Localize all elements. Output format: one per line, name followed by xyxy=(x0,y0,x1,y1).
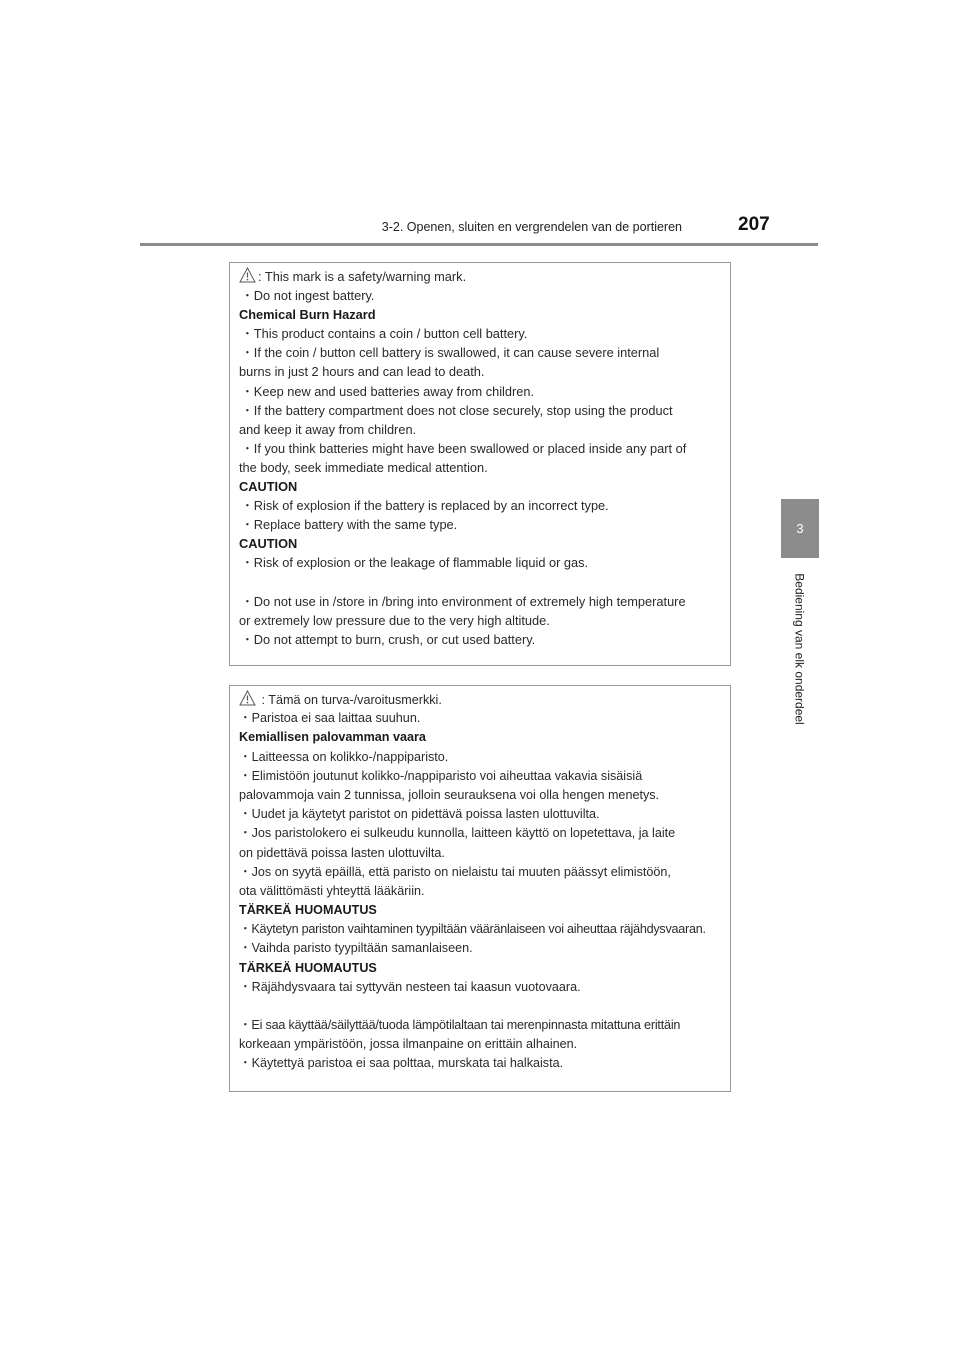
notice-heading: CAUTION xyxy=(239,479,298,495)
notice-line: ・Risk of explosion or the leakage of flammable liquid or gas. xyxy=(241,555,589,571)
notice-line: ・Do not ingest battery. xyxy=(241,288,375,304)
notice-spacer xyxy=(239,573,726,592)
notice-line: ・Elimistöön joutunut kolikko-/nappiparisto voi aiheuttaa vakavia sisäisiä xyxy=(239,768,643,783)
header-divider xyxy=(140,243,818,246)
notice-heading: TÄRKEÄ HUOMAUTUS xyxy=(239,903,377,918)
notice-line: ・This product contains a coin / button cell battery. xyxy=(241,326,528,342)
notice-line: ・Räjähdysvaara tai syttyvän nesteen tai kaasun vuotovaara. xyxy=(239,979,581,994)
notice-heading: CAUTION xyxy=(239,536,298,552)
notice-line: ・Jos on syytä epäillä, että paristo on nielaistu tai muuten päässyt elimistöön, xyxy=(239,864,671,879)
notice-line: ・Käytettyä paristoa ei saa polttaa, murskata tai halkaista. xyxy=(239,1056,564,1071)
page-number: 207 xyxy=(738,214,770,235)
english-battery-notice xyxy=(229,262,731,666)
notice-line: and keep it away from children. xyxy=(239,421,417,437)
notice-line: ・Laitteessa on kolikko-/nappiparisto. xyxy=(239,749,449,764)
notice-line: on pidettävä poissa lasten ulottuvilta. xyxy=(239,845,445,860)
warning-triangle-icon xyxy=(239,690,256,706)
notice-line: or extremely low pressure due to the very high altitude. xyxy=(239,612,550,628)
notice-line: ・Replace battery with the same type. xyxy=(241,517,458,533)
notice-line: : This mark is a safety/warning mark. xyxy=(239,267,726,286)
notice-line: ・If you think batteries might have been swallowed or placed inside any part of xyxy=(241,440,687,456)
notice-line: ・Risk of explosion if the battery is replaced by an incorrect type. xyxy=(241,498,609,514)
notice-line: ・If the battery compartment does not close securely, stop using the product xyxy=(241,402,673,418)
notice-line: ・Ei saa käyttää/säilyttää/tuoda lämpötilaltaan tai merenpinnasta mitattuna erittäin xyxy=(239,1018,681,1033)
notice-line: ・Keep new and used batteries away from children. xyxy=(241,383,535,399)
notice-line: ・Jos paristolokero ei sulkeudu kunnolla, laitteen käyttö on lopetettava, ja laite xyxy=(239,826,676,841)
notice-line: ota välittömästi yhteyttä lääkäriin. xyxy=(239,883,425,898)
notice-line: korkeaan ympäristöön, jossa ilmanpaine on erittäin alhainen. xyxy=(239,1037,578,1052)
warning-triangle-icon xyxy=(239,267,256,283)
chapter-label-text: Bediening van elk onderdeel xyxy=(793,572,808,725)
notice-line: : Tämä on turva-/varoitusmerkki. xyxy=(239,690,726,709)
notice-line: ・Käytetyn pariston vaihtaminen tyypiltään vääränlaiseen voi aiheuttaa räjähdysvaaran. xyxy=(239,922,706,937)
notice-line: ・Do not attempt to burn, crush, or cut used battery. xyxy=(241,631,536,647)
notice-line: ・Do not use in /store in /bring into environment of extremely high temperature xyxy=(241,593,686,609)
notice-line: ・If the coin / button cell battery is swallowed, it can cause severe internal xyxy=(241,345,660,361)
notice-heading: Chemical Burn Hazard xyxy=(239,307,376,323)
notice-spacer xyxy=(239,997,726,1016)
finnish-battery-notice xyxy=(229,685,731,1092)
chapter-label xyxy=(781,566,819,731)
notice-line: the body, seek immediate medical attention. xyxy=(239,459,488,475)
notice-heading: Kemiallisen palovamman vaara xyxy=(239,730,426,745)
notice-line: burns in just 2 hours and can lead to death. xyxy=(239,364,485,380)
notice-line: ・Paristoa ei saa laittaa suuhun. xyxy=(239,711,421,726)
notice-line: ・Vaihda paristo tyypiltään samanlaiseen. xyxy=(239,941,473,956)
section-title: 3-2. Openen, sluiten en vergrendelen van de portieren xyxy=(381,220,682,234)
chapter-number: 3 xyxy=(796,521,804,536)
chapter-tab xyxy=(781,499,819,558)
notice-line: palovammoja vain 2 tunnissa, jolloin seurauksena voi olla hengen menetys. xyxy=(239,787,660,802)
notice-line: ・Uudet ja käytetyt paristot on pidettävä poissa lasten ulottuvilta. xyxy=(239,807,600,822)
notice-heading: TÄRKEÄ HUOMAUTUS xyxy=(239,960,377,975)
